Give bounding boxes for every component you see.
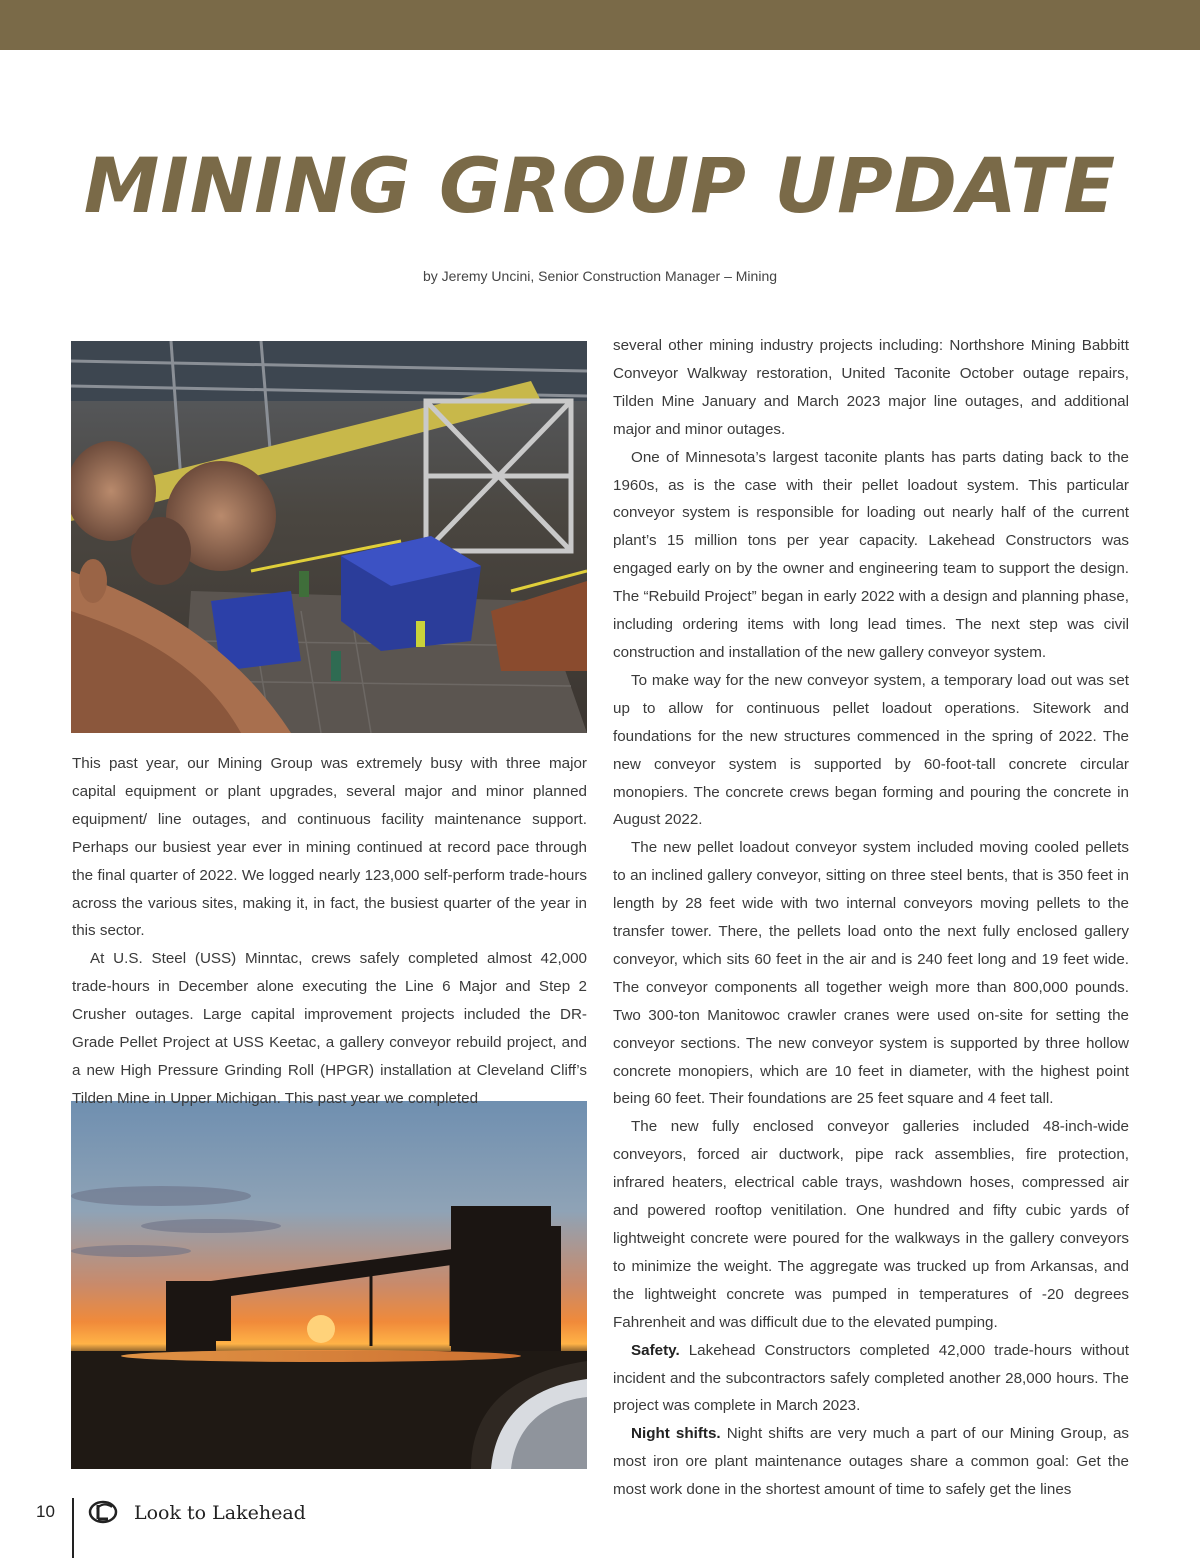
body-paragraph: The new fully enclosed conveyor galleries included 48-inch-wide conveyors, forced air ductwork, pipe rack assemblies, fire protection, infrared heaters, electrical cable trays, washdown hoses, compressed air and powered rooftop venitilation. One hundred and fifty cubic yards of lightweight concrete were poured for the walkways in the gallery conveyors to minimize the weight. The aggregate was trucked up from Arkansas, and the lightweight concrete was pumped in temperatures of -20 degrees Fahrenheit and was difficult due to the elevated pumping. <box>613 1118 1129 1331</box>
body-paragraph: At U.S. Steel (USS) Minntac, crews safely completed almost 42,000 trade-hours in December alone executing the Line 6 Major and Step 2 Crusher outages. Large capital improvement projects included the DR-Grade Pellet Project at USS Keetac, a gallery conveyor rebuild project, and a new High Pressure Grinding Roll (HPGR) installation at Cleveland Cliff’s Tilden Mine in Upper Michigan. This past year we completed <box>72 950 587 1107</box>
page-footer <box>0 1490 1200 1558</box>
safety-text: Lakehead Constructors completed 42,000 trade-hours without incident and the subcontractors safely completed another 28,000 hours. The project was complete in March 2023. <box>613 1341 1129 1415</box>
body-paragraph: The new pellet loadout conveyor system included moving cooled pellets to an inclined gallery conveyor, sitting on three steel bents, that is 350 feet in length by 28 feet wide with two internal conveyors moving pellets to the transfer tower. There, the pellets load onto the next fully enclosed gallery conveyor, which sits 60 feet in the air and is 240 feet long and 19 feet wide. The conveyor components all together weigh more than 800,000 pounds. Two 300-ton Manitowoc crawler cranes were used on-site for setting the conveyor sections. The new conveyor system is supported by three hollow concrete monopiers, which are 10 feet in diameter, with the highest point being 60 feet. Their foundations are 25 feet square and 4 feet tall. <box>613 839 1129 1108</box>
body-paragraph: several other mining industry projects including: Northshore Mining Babbitt Conveyor Walkway restoration, United Taconite October outage repairs, Tilden Mine January and March 2023 major line outages, and additional major and minor outages. <box>613 337 1129 438</box>
night-shifts-heading: Night shifts. <box>631 1425 721 1443</box>
footer-divider <box>72 1498 74 1558</box>
left-column <box>72 750 587 1113</box>
body-paragraph: To make way for the new conveyor system, a temporary load out was set up to allow for continuous pellet loadout operations. Sitework and foundations for the new structures commenced in the spring of 2022. The new conveyor system is supported by 60-foot-tall concrete circular monopiers. The concrete crews began forming and pouring the concrete in August 2022. <box>613 671 1129 829</box>
body-paragraph: One of Minnesota’s largest taconite plants has parts dating back to the 1960s, as is the case with their pellet loadout system. This particular conveyor system is responsible for loading out nearly half of the current plant’s 15 million tons per year capacity. Lakehead Constructors was engaged early on by the owner and engineering team to support the design. The “Rebuild Project” began in early 2022 with a design and planning phase, including ordering items with long lead times. The next step was civil construction and installation of the new gallery conveyor system. <box>613 448 1129 661</box>
right-column <box>613 332 1129 1504</box>
page-title: MINING GROUP UPDATE <box>83 141 1117 230</box>
safety-paragraph <box>613 1337 1129 1421</box>
top-color-band <box>0 0 1200 50</box>
byline: by Jeremy Uncini, Senior Construction Manager – Mining <box>422 268 778 284</box>
lakehead-logo-icon <box>88 1500 118 1524</box>
publication-name: Look to Lakehead <box>134 1502 306 1524</box>
night-shifts-text: Night shifts are very much a part of our Mining Group, as most iron ore plant maintenance outages share a common goal: Get the most work done in the shortest amount of time to safely get the lines <box>613 1425 1130 1499</box>
safety-heading: Safety. <box>631 1341 680 1359</box>
plant-interior-photo <box>71 341 587 733</box>
sunset-plant-photo <box>71 1101 587 1469</box>
page-number: 10 <box>36 1502 55 1521</box>
body-paragraph: This past year, our Mining Group was extremely busy with three major capital equipment or plant upgrades, several major and minor planned equipment/ line outages, and continuous facility maintenance support. Perhaps our busiest year ever in mining continued at record pace through the final quarter of 2022. We logged nearly 123,000 self-perform trade-hours across the various sites, making it, in fact, the busiest quarter of the year in this sector. <box>72 755 587 940</box>
